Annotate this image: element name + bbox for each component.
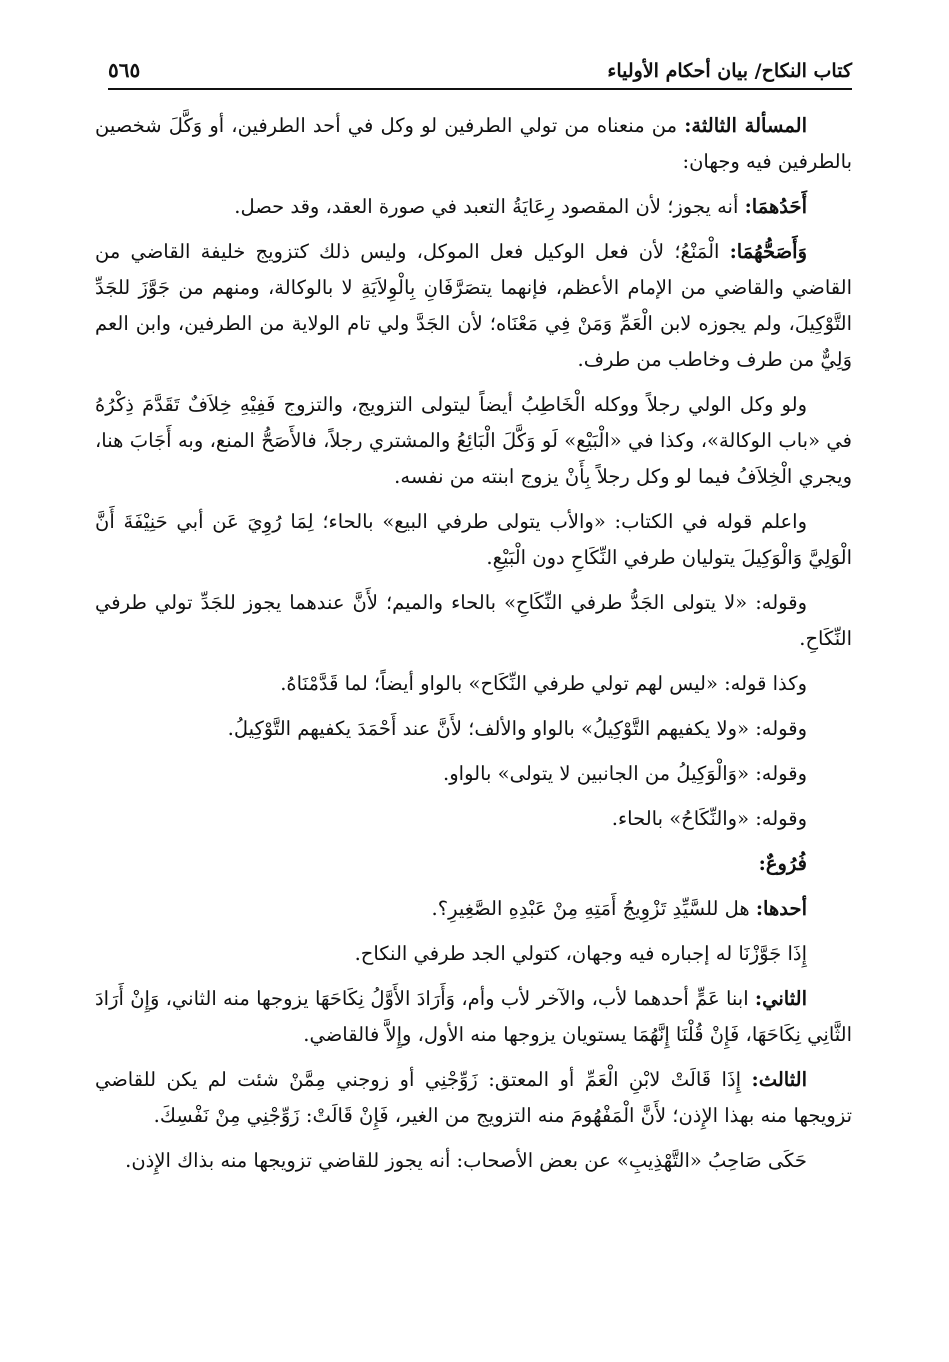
paragraph-text: أنه يجوز؛ لأن المقصود رِعَايَةُ التعبد في صورة العقد، وقد حصل. — [234, 195, 745, 218]
paragraph-heading: الثاني: — [754, 987, 807, 1010]
paragraph — [95, 1062, 852, 1134]
paragraph-heading: وَأَصَحُّهُمَا: — [729, 240, 807, 263]
paragraph-heading: المسألة الثالثة: — [684, 114, 808, 137]
paragraph — [95, 981, 852, 1053]
paragraph: وقوله: «وَالْوَكِيلُ من الجانبين لا يتولى» بالواو. — [443, 762, 807, 785]
subsection-heading: فُرُوعٌ: — [758, 852, 807, 875]
paragraph: وقوله: «والنِّكَاحُ» بالحاء. — [611, 807, 807, 830]
paragraph-text: الْمَنْعُ؛ لأن فعل الوكيل فعل الموكل، وليس ذلك كتزويج خليفة القاضي من القاضي والقاضي من الإمام الأعظم، فإنهما يتصَرَّفَانِ بِالْوِلاَيَةِ لا بالوكالة، ومنهم من جَوَّزَ للجَدِّ التَّوْكِيلَ، ولم يجوزه لابن الْعَمِّ وَمَنْ فِي مَعْنَاه؛ لأن الجَدَّ ولي تام الولاية من الطرفين، وابن العم وَلِيٌّ من طرف وخاطب من طرف. — [95, 240, 852, 371]
paragraph: ولو وكل الولي رجلاً ووكله الْخَاطِبُ أيضاً ليتولى التزويج، والتزوج فَفِيْهِ خِلاَفٌ تَقَدَّمَ ذِكْرُهُ في «باب الوكالة»، وكذا في «الْبَيْع» لَو وَكَّلَ الْبَائِعُ والمشتري رجلاً، فالأَصَحُّ المنع، وبه أَجَابَ هنا، ويجري الْخِلاَفُ فيما لو وكل رجلاً بِأَنْ يزوج ابنته من نفسه. — [95, 393, 852, 488]
paragraph: إِذَا جَوَّزْنَا له إجباره فيه وجهان، كتولي الجد طرفي النكاح. — [354, 942, 807, 965]
paragraph: وكذا قوله: «ليس لهم تولي طرفي النِّكَاح» بالواو أيضاً؛ لما قَدَّمْنَاهُ. — [280, 672, 807, 695]
paragraph: وقوله: «ولا يكفيهم التَّوْكِيلُ» بالواو والألف؛ لأَنَّ عند أَحْمَدَ يكفيهم التَّوْكِيلُ. — [227, 717, 807, 740]
paragraph-heading: أحدها: — [755, 897, 807, 920]
paragraph-text: إِذَا قَالَتْ لابْنِ الْعَمِّ أو المعتق: زَوِّجْنِي أو زوجني مِمَّنْ شئت لم يكن للقاضي تزويجها منه بهذا الإِذن؛ لأَنَّ الْمَفْهُومَ منه التزويج من الغير، فَإِنْ قَالَتْ: زَوِّجْنِي مِنْ نَفْسِكَ. — [95, 1068, 852, 1127]
paragraph — [95, 189, 852, 225]
page-number: ٥٦٥ — [108, 58, 141, 82]
paragraph: حَكَى صَاحِبُ «التَّهْذِيبِ» عن بعض الأصحاب: أنه يجوز للقاضي تزويجها منه بذاك الإِذن. — [125, 1149, 807, 1172]
paragraph-text: هل للسَّيِّدِ تَزْوِيجُ أَمَتِهِ مِنْ عَبْدِهِ الصَّغِيرِ؟. — [431, 897, 756, 920]
running-header — [108, 46, 852, 90]
paragraph-heading: الثالث: — [751, 1068, 807, 1091]
page-body — [95, 108, 852, 1188]
paragraph-text: من منعناه من تولي الطرفين لو وكل في أحد الطرفين، أو وَكَّلَ شخصين بالطرفين فيه وجهان: — [95, 114, 852, 173]
header-title: كتاب النكاح/ بيان أحكام الأولياء — [607, 60, 852, 82]
paragraph: وقوله: «لا يتولى الجَدُّ طرفي النِّكَاحِ» بالحاء والميم؛ لأَنَّ عندهما يجوز للجَدِّ تولي طرفي النِّكَاحِ. — [95, 591, 852, 650]
paragraph — [95, 891, 852, 927]
section-heading — [95, 846, 852, 882]
paragraph — [95, 108, 852, 180]
paragraph-heading: أَحَدُهمَا: — [744, 195, 807, 218]
paragraph — [95, 234, 852, 378]
paragraph: واعلم قوله في الكتاب: «والأب يتولى طرفي البيع» بالحاء؛ لِمَا رُوِيَ عَن أبي حَنِيْفَةَ أَنَّ الْوَلِيَّ وَالْوَكِيلَ يتوليان طرفي النِّكَاحِ دون الْبَيْعِ. — [95, 510, 852, 569]
paragraph-text: ابنا عَمٍّ أحدهما لأب، والآخر لأب وأم، وَأَرَادَ الأَوَّلُ نِكَاحَهَا يزوجها منه الثاني، وَإِنْ أَرَادَ الثَّانِي نِكَاحَهَا، فَإِنْ قُلْنَا إِنَّهُمَا يستويان يزوجها منه الأول، وإِلاَّ فالقاضي. — [95, 987, 852, 1046]
